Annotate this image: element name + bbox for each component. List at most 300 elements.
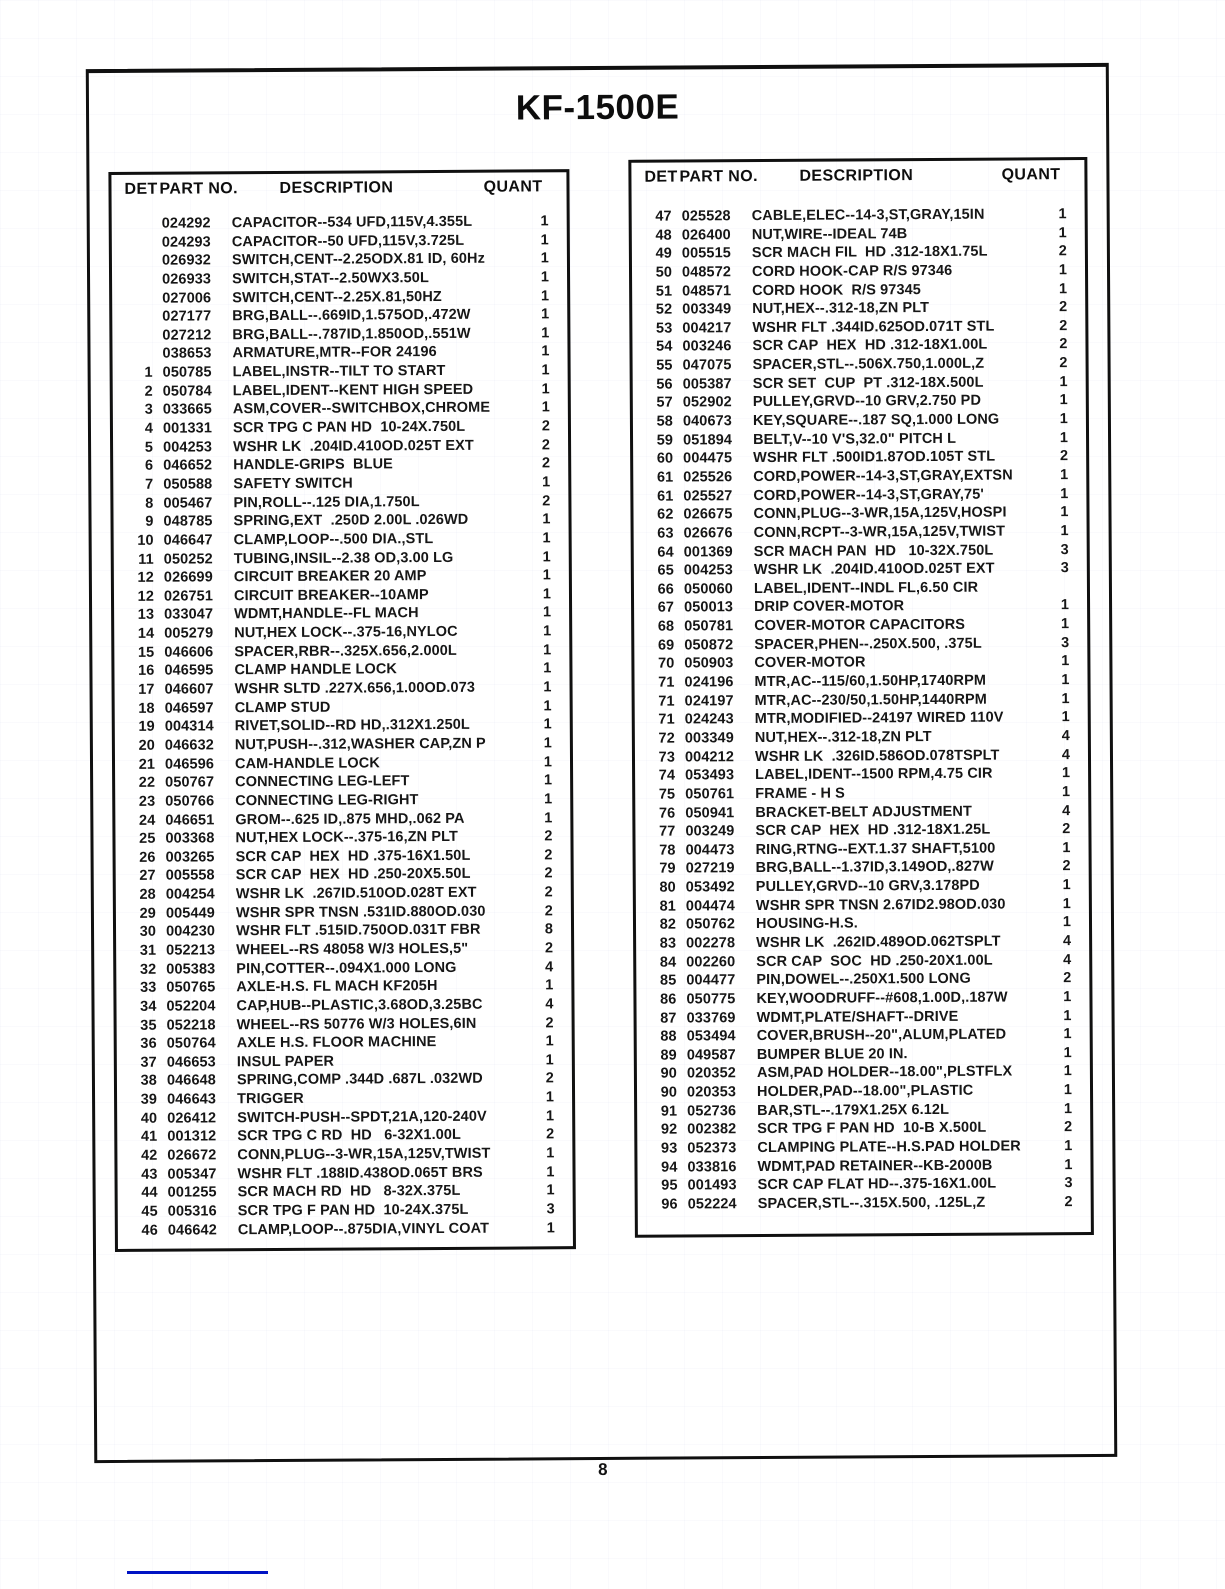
- cell-desc: SPACER,PHEN--.250X.500, .375L: [754, 635, 982, 653]
- cell-det: 81: [659, 898, 676, 915]
- cell-quant: 3: [546, 1201, 555, 1218]
- table-rows-right: [632, 205, 1091, 1214]
- cell-desc: SCR CAP FLAT HD--.375-16X1.00L: [757, 1175, 997, 1194]
- cell-quant: 1: [541, 381, 550, 398]
- cell-det: 14: [137, 625, 155, 642]
- cell-desc: ASM,PAD HOLDER--18.00",PLSTFLX: [756, 1063, 1013, 1082]
- cell-part: 002260: [686, 953, 736, 971]
- cell-det: 75: [658, 786, 676, 803]
- cell-quant: 2: [1059, 317, 1068, 335]
- cell-det: 15: [137, 644, 155, 661]
- parts-table-left: [108, 169, 576, 1252]
- cell-part: 046642: [167, 1221, 217, 1239]
- cell-det: 64: [657, 544, 674, 561]
- cell-part: 047075: [682, 357, 732, 374]
- cell-det: 86: [660, 991, 677, 1008]
- cell-desc: NUT,HEX LOCK--.375-16,NYLOC: [234, 623, 458, 642]
- cell-quant: 3: [1064, 1175, 1073, 1192]
- cell-quant: 4: [545, 958, 554, 975]
- cell-quant: 1: [1060, 467, 1069, 484]
- cell-det: 79: [659, 860, 676, 878]
- cell-part: 048785: [163, 513, 213, 530]
- cell-part: 005467: [163, 494, 213, 512]
- header-part-no: PART NO.: [679, 168, 758, 186]
- cell-part: 026400: [681, 226, 731, 244]
- cell-det: 53: [655, 320, 673, 337]
- cell-part: 026751: [163, 588, 214, 605]
- cell-desc: SCR CAP HEX HD .312-18X1.25L: [755, 821, 991, 840]
- cell-part: 050941: [685, 804, 735, 821]
- cell-part: 046607: [164, 681, 214, 698]
- cell-desc: CORD,POWER--14-3,ST,GRAY,EXTSN: [753, 467, 1013, 486]
- cell-part: 050588: [163, 476, 213, 493]
- cell-det: 95: [661, 1177, 678, 1194]
- cell-det: [126, 289, 152, 308]
- cell-part: 027212: [162, 327, 212, 344]
- cell-quant: 1: [1060, 597, 1070, 614]
- cell-quant: 1: [1062, 895, 1071, 912]
- cell-part: 050764: [166, 1035, 216, 1052]
- cell-desc: BRG,BALL--1.37ID,3.149OD,.827W: [755, 859, 995, 877]
- cell-det: 71: [658, 693, 675, 710]
- cell-desc: WSHR SLTD .227X.656,1.00OD.073: [234, 679, 476, 698]
- cell-desc: SCR MACH RD HD 8-32X.375L: [237, 1183, 461, 1201]
- cell-det: 23: [138, 793, 156, 810]
- cell-desc: LABEL,INSTR--TILT TO START: [232, 363, 446, 381]
- cell-part: 050761: [685, 786, 735, 803]
- cell-quant: 1: [1059, 429, 1069, 446]
- cell-det: 4: [144, 420, 154, 437]
- cell-det: 59: [656, 432, 674, 449]
- cell-quant: 1: [541, 325, 550, 342]
- cell-quant: 2: [541, 436, 551, 454]
- cell-quant: 1: [1060, 616, 1070, 633]
- cell-desc: LABEL,IDENT--1500 RPM,4.75 CIR: [755, 765, 993, 784]
- cell-desc: PULLEY,GRVD--10 GRV,3.178PD: [755, 877, 980, 896]
- cell-det: 37: [140, 1054, 157, 1071]
- cell-desc: WSHR FLT .344ID.625OD.071T STL: [752, 318, 995, 336]
- cell-det: 16: [138, 663, 155, 680]
- cell-desc: SCR SET CUP PT .312-18X.500L: [752, 374, 984, 392]
- cell-det: 65: [657, 562, 674, 579]
- cell-det: 25: [139, 830, 156, 847]
- cell-part: 050775: [686, 991, 736, 1008]
- cell-desc: CAM-HANDLE LOCK: [234, 754, 380, 772]
- cell-quant: 2: [1058, 243, 1067, 260]
- cell-quant: 1: [542, 623, 552, 640]
- cell-part: 050781: [684, 618, 734, 635]
- cell-quant: 2: [1059, 355, 1068, 372]
- cell-det: 78: [659, 842, 676, 859]
- cell-det: 94: [661, 1159, 678, 1176]
- cell-det: 74: [658, 767, 676, 784]
- cell-desc: WSHR LK .204ID.410OD.025T EXT: [753, 560, 995, 579]
- cell-part: 003368: [165, 830, 215, 847]
- cell-part: 025528: [681, 208, 731, 225]
- cell-desc: CONN,PLUG--3-WR,15A,125V,TWIST: [237, 1145, 491, 1164]
- cell-part: 046643: [167, 1091, 217, 1108]
- cell-quant: 1: [543, 753, 553, 770]
- cell-quant: 4: [1061, 746, 1071, 763]
- cell-desc: WSHR LK .262ID.489OD.062TSPLT: [756, 933, 1001, 952]
- cell-det: 83: [659, 935, 677, 952]
- cell-desc: ARMATURE,MTR--FOR 24196: [232, 344, 437, 362]
- cell-quant: 1: [1061, 765, 1071, 782]
- cell-det: 71: [658, 674, 675, 691]
- cell-quant: 1: [545, 977, 554, 994]
- header-description: DESCRIPTION: [799, 167, 914, 185]
- cell-desc: CONN,RCPT--3-WR,15A,125V,TWIST: [753, 523, 1006, 541]
- cell-desc: SPACER,STL--.315X.500, .125L,Z: [757, 1194, 986, 1212]
- cell-det: [126, 308, 152, 327]
- cell-det: 33: [139, 979, 157, 997]
- table-header-right: [631, 166, 1084, 191]
- cell-part: 027219: [685, 860, 735, 877]
- cell-det: [126, 215, 152, 234]
- cell-desc: FRAME - H S: [755, 785, 845, 802]
- cell-desc: CORD HOOK-CAP R/S 97346: [751, 262, 953, 280]
- cell-det: 76: [658, 805, 676, 822]
- cell-part: 033769: [686, 1009, 736, 1027]
- cell-quant: 1: [1061, 783, 1071, 801]
- table-row: [118, 1219, 573, 1240]
- cell-det: 12: [137, 569, 154, 586]
- cell-quant: 1: [1061, 690, 1070, 707]
- cell-desc: NUT,WIRE--IDEAL 74B: [751, 225, 908, 243]
- cell-desc: CLAMP,LOOP--.500 DIA.,STL: [233, 530, 434, 549]
- cell-part: 005347: [167, 1166, 217, 1183]
- cell-det: 90: [660, 1066, 677, 1083]
- cell-part: 052373: [687, 1140, 737, 1157]
- cell-desc: BRG,BALL--.669ID,1.575OD,.472W: [232, 306, 471, 325]
- cell-quant: 1: [543, 679, 552, 696]
- cell-quant: 1: [1060, 504, 1069, 521]
- cell-det: 28: [139, 886, 156, 903]
- cell-part: 050013: [684, 599, 734, 616]
- cell-part: 003349: [684, 730, 734, 747]
- cell-quant: 1: [546, 1163, 555, 1181]
- cell-quant: 1: [543, 697, 552, 715]
- cell-desc: CLAMP HANDLE LOCK: [234, 661, 398, 679]
- cell-desc: COVER-MOTOR: [754, 654, 866, 672]
- cell-desc: CLAMPING PLATE--H.S.PAD HOLDER: [757, 1138, 1021, 1157]
- cell-det: 70: [658, 655, 675, 673]
- cell-det: 55: [656, 357, 673, 374]
- cell-det: 11: [138, 551, 154, 568]
- cell-quant: 1: [1063, 989, 1072, 1006]
- cell-part: 046652: [163, 457, 213, 474]
- cell-part: 046648: [166, 1072, 217, 1090]
- cell-desc: NUT,HEX--.312-18,ZN PLT: [754, 728, 932, 746]
- cell-quant: 1: [543, 735, 552, 752]
- cell-quant: 2: [1059, 448, 1069, 465]
- cell-part: 046651: [165, 811, 215, 829]
- cell-desc: PIN,COTTER--.094X1.000 LONG: [236, 959, 457, 977]
- cell-det: 56: [656, 376, 673, 393]
- cell-quant: 2: [544, 940, 554, 957]
- cell-desc: MTR,AC--230/50,1.50HP,1440RPM: [754, 691, 988, 709]
- cell-det: 85: [659, 972, 677, 989]
- cell-det: 61: [656, 488, 674, 505]
- cell-part: 005558: [165, 867, 215, 885]
- cell-quant: 1: [545, 1033, 554, 1050]
- cell-det: 46: [141, 1222, 158, 1239]
- cell-desc: COVER-MOTOR CAPACITORS: [754, 616, 966, 635]
- cell-det: 71: [658, 711, 675, 728]
- cell-quant: 2: [1059, 299, 1068, 316]
- cell-det: 63: [657, 525, 674, 542]
- cell-quant: 1: [542, 511, 551, 528]
- header-quant: QUANT: [483, 178, 543, 196]
- cell-det: 30: [139, 924, 157, 941]
- cell-det: 89: [660, 1047, 677, 1064]
- cell-quant: 1: [543, 716, 552, 733]
- cell-desc: CLAMP STUD: [234, 699, 331, 716]
- cell-desc: WSHR SPR TNSN 2.67ID2.98OD.030: [755, 896, 1006, 914]
- cell-desc: BAR,STL--.179X1.25X 6.12L: [757, 1101, 950, 1119]
- cell-desc: SCR TPG C PAN HD 10-24X.750L: [232, 418, 466, 437]
- cell-part: 046595: [164, 662, 214, 680]
- cell-quant: 2: [544, 847, 553, 864]
- cell-desc: CORD,POWER--14-3,ST,GRAY,75': [753, 486, 984, 504]
- cell-quant: 1: [1064, 1156, 1073, 1173]
- cell-quant: [1027, 578, 1069, 597]
- cell-part: 051894: [682, 431, 733, 449]
- cell-det: 50: [655, 264, 673, 281]
- cell-det: 42: [141, 1147, 158, 1164]
- cell-det: 13: [137, 607, 155, 624]
- cell-part: 046653: [166, 1054, 216, 1071]
- cell-part: 004475: [683, 450, 733, 467]
- cell-det: [126, 252, 152, 271]
- cell-det: 12: [137, 588, 155, 605]
- cell-quant: 2: [546, 1126, 555, 1143]
- cell-det: 60: [656, 450, 674, 467]
- cell-desc: SCR CAP SOC HD .250-20X1.00L: [756, 952, 993, 970]
- table-rows-left: [112, 212, 573, 1240]
- cell-part: 002278: [686, 935, 736, 952]
- cell-quant: 2: [1062, 858, 1071, 875]
- cell-desc: CAP,HUB--PLASTIC,3.68OD,3.25BC: [236, 996, 483, 1015]
- cell-det: 90: [660, 1084, 678, 1101]
- cell-desc: CAPACITOR--50 UFD,115V,3.725L: [231, 232, 465, 250]
- cell-desc: WSHR FLT .515ID.750OD.031T FBR: [235, 922, 481, 940]
- cell-det: 29: [139, 905, 156, 922]
- cell-det: 82: [659, 916, 677, 933]
- cell-det: 31: [139, 942, 157, 959]
- cell-part: 001331: [162, 420, 213, 437]
- cell-det: 3: [144, 402, 153, 419]
- blue-underline-mark: [127, 1571, 268, 1574]
- cell-quant: 1: [541, 362, 550, 379]
- cell-det: 73: [658, 749, 676, 766]
- header-quant: QUANT: [1001, 166, 1061, 184]
- cell-desc: CORD HOOK R/S 97345: [752, 281, 921, 299]
- cell-desc: WDMT,HANDLE--FL MACH: [234, 605, 419, 623]
- cell-det: [126, 271, 152, 290]
- cell-quant: 1: [1059, 392, 1068, 409]
- cell-det: 36: [140, 1035, 157, 1053]
- cell-desc: NUT,HEX--.312-18,ZN PLT: [752, 300, 930, 318]
- cell-desc: WSHR LK .267ID.510OD.028T EXT: [235, 884, 477, 903]
- cell-part: 026672: [167, 1147, 217, 1164]
- cell-det: 1: [144, 364, 153, 381]
- cell-det: 38: [140, 1073, 158, 1090]
- cell-det: 39: [140, 1091, 158, 1108]
- cell-det: 67: [657, 599, 675, 617]
- cell-quant: 1: [543, 642, 552, 659]
- cell-det: 26: [139, 849, 156, 866]
- cell-desc: MTR,AC--115/60,1.50HP,1740RPM: [754, 672, 987, 691]
- cell-quant: 1: [541, 399, 550, 416]
- cell-desc: SWITCH-PUSH--SPDT,21A,120-240V: [237, 1108, 487, 1126]
- cell-quant: 1: [1063, 1082, 1073, 1099]
- cell-quant: 1: [541, 343, 550, 360]
- cell-quant: 2: [544, 828, 553, 845]
- cell-part: 024196: [684, 674, 734, 691]
- cell-desc: LABEL,IDENT--KENT HIGH SPEED: [232, 381, 474, 400]
- cell-det: 57: [656, 394, 673, 412]
- header-description: DESCRIPTION: [279, 179, 394, 197]
- cell-desc: HOUSING-H.S.: [755, 915, 858, 933]
- cell-part: 024243: [684, 711, 734, 728]
- cell-part: 026676: [683, 525, 733, 542]
- cell-quant: 1: [1060, 523, 1069, 540]
- cell-det: 49: [655, 245, 672, 262]
- cell-part: 050252: [163, 550, 213, 568]
- cell-quant: 1: [1058, 206, 1067, 223]
- cell-desc: CIRCUIT BREAKER--10AMP: [233, 586, 429, 605]
- cell-quant: 1: [1061, 653, 1070, 670]
- cell-desc: TUBING,INSIL--2.38 OD,3.00 LG: [233, 549, 454, 567]
- cell-part: 025526: [683, 469, 733, 486]
- header-det: DET: [124, 180, 158, 198]
- cell-part: 026412: [167, 1110, 217, 1127]
- cell-det: 68: [657, 618, 675, 635]
- cell-desc: SWITCH,CENT--2.25X.81,50HZ: [232, 288, 442, 306]
- cell-det: 24: [138, 812, 156, 829]
- cell-quant: 1: [542, 567, 551, 584]
- cell-quant: 2: [1064, 1119, 1073, 1136]
- cell-det: 20: [138, 737, 155, 754]
- table-row: [638, 1193, 1091, 1214]
- cell-part: 026932: [161, 252, 211, 269]
- cell-part: 050765: [166, 979, 216, 996]
- cell-part: 001255: [167, 1184, 217, 1201]
- cell-det: 84: [659, 954, 677, 971]
- cell-part: 048571: [682, 282, 732, 300]
- cell-quant: 1: [1061, 672, 1070, 689]
- cell-part: 001369: [683, 543, 733, 561]
- cell-desc: MTR,MODIFIED--24197 WIRED 110V: [754, 709, 1004, 728]
- cell-quant: 2: [545, 1070, 554, 1087]
- cell-part: 003246: [682, 338, 732, 355]
- cell-det: 91: [660, 1103, 678, 1120]
- cell-desc: RING,RTNG--EXT.1.37 SHAFT,5100: [755, 840, 996, 858]
- page-border-box: [86, 63, 1117, 1463]
- cell-det: 47: [655, 208, 672, 225]
- cell-desc: KEY,WOODRUFF--#608,1.00D,.187W: [756, 989, 1008, 1007]
- cell-quant: 1: [546, 1145, 555, 1162]
- cell-desc: INSUL PAPER: [236, 1053, 335, 1071]
- cell-quant: 3: [1060, 560, 1069, 577]
- cell-desc: SAFETY SWITCH: [233, 475, 353, 493]
- cell-desc: SCR CAP HEX HD .375-16X1.50L: [235, 847, 471, 866]
- cell-quant: 1: [543, 660, 552, 677]
- cell-part: 026699: [163, 569, 213, 586]
- cell-part: 052224: [687, 1196, 737, 1213]
- cell-desc: NUT,PUSH--.312,WASHER CAP,ZN P: [234, 735, 486, 754]
- cell-part: 025527: [683, 487, 733, 505]
- cell-quant: 1: [1063, 1026, 1072, 1043]
- cell-part: 046606: [164, 644, 214, 661]
- cell-det: [126, 233, 152, 252]
- cell-det: 66: [657, 581, 675, 598]
- cell-part: 050872: [684, 636, 734, 654]
- cell-quant: 4: [1062, 933, 1072, 950]
- cell-part: 004473: [685, 841, 735, 859]
- cell-desc: WSHR SPR TNSN .531ID.880OD.030: [235, 903, 486, 921]
- cell-desc: SCR TPG C RD HD 6-32X1.00L: [237, 1127, 462, 1145]
- cell-desc: SPRING,COMP .344D .687L .032WD: [236, 1071, 483, 1089]
- cell-part: 003265: [165, 849, 215, 866]
- cell-part: 050767: [165, 774, 215, 791]
- cell-det: [126, 327, 152, 346]
- cell-desc: CONN,PLUG--3-WR,15A,125V,HOSPI: [753, 504, 1007, 523]
- cell-desc: LABEL,IDENT--INDL FL,6.50 CIR: [753, 579, 979, 597]
- cell-part: 053493: [685, 767, 735, 784]
- cell-desc: WHEEL--RS 48058 W/3 HOLES,5": [236, 940, 469, 959]
- cell-det: 34: [140, 998, 157, 1015]
- cell-det: 77: [659, 823, 676, 840]
- cell-det: 7: [145, 476, 154, 493]
- cell-part: 053494: [686, 1028, 736, 1045]
- cell-quant: 4: [1062, 802, 1071, 819]
- parts-table-right: [628, 157, 1094, 1238]
- cell-det: 93: [660, 1140, 678, 1157]
- cell-det: 72: [658, 730, 675, 747]
- table-header-left: [111, 178, 566, 203]
- cell-desc: SPRING,EXT .250D 2.00L .026WD: [233, 512, 469, 530]
- cell-desc: GROM--.625 ID,.875 MHD,.062 PA: [235, 810, 465, 828]
- cell-desc: WSHR FLT .188ID.438OD.065T BRS: [237, 1164, 483, 1182]
- cell-quant: 1: [1058, 280, 1068, 297]
- cell-quant: 1: [542, 530, 551, 547]
- cell-quant: 1: [546, 1219, 555, 1236]
- cell-det: 48: [655, 227, 672, 244]
- header-det: DET: [644, 168, 678, 186]
- cell-part: 003249: [685, 823, 735, 840]
- cell-part: 050766: [165, 793, 215, 810]
- cell-desc: SCR TPG F PAN HD 10-B X.500L: [757, 1120, 987, 1138]
- cell-part: 004230: [165, 923, 216, 940]
- cell-desc: BUMPER BLUE 20 IN.: [756, 1045, 908, 1063]
- cell-desc: SWITCH,CENT--2.25ODX.81 ID, 60Hz: [231, 250, 485, 269]
- cell-quant: 1: [543, 772, 553, 789]
- cell-desc: CIRCUIT BREAKER 20 AMP: [233, 568, 427, 586]
- cell-desc: CABLE,ELEC--14-3,ST,GRAY,15IN: [751, 206, 985, 225]
- cell-det: 22: [138, 774, 156, 792]
- cell-part: 052218: [166, 1016, 216, 1034]
- cell-det: 43: [141, 1166, 158, 1183]
- cell-desc: CLAMP,LOOP--.875DIA,VINYL COAT: [237, 1220, 490, 1238]
- cell-quant: 1: [1062, 914, 1072, 931]
- cell-quant: 2: [1062, 821, 1071, 838]
- cell-part: 026933: [162, 271, 212, 288]
- cell-desc: WDMT,PLATE/SHAFT--DRIVE: [756, 1008, 959, 1026]
- cell-desc: AXLE H.S. FLOOR MACHINE: [236, 1034, 437, 1052]
- cell-det: 9: [145, 513, 154, 531]
